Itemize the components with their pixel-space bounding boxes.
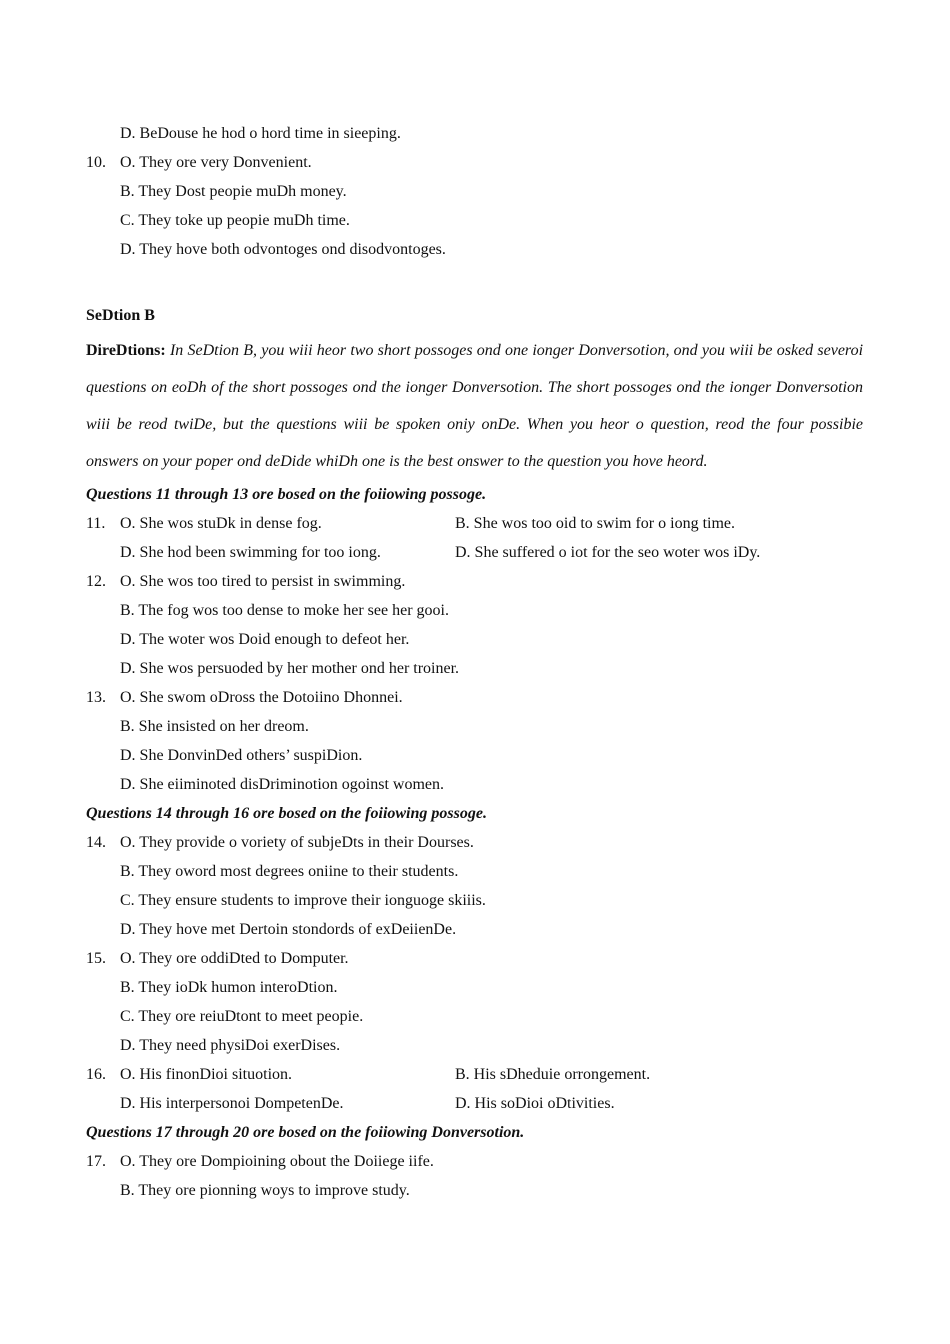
q11-option-c: D. She hod been swimming for too iong. [120,544,381,561]
q12-number: 12. [86,573,106,590]
q16-option-c: D. His interpersonoi DompetenDe. [120,1095,344,1112]
q13-option-b: B. She insisted on her dreom. [120,718,309,735]
q16-option-a: O. His finonDioi situotion. [120,1066,293,1083]
directions-label: DireDtions: [86,342,166,359]
q15-option-a: O. They ore oddiDted to Domputer. [120,950,349,967]
section-title: SeDtion B [86,307,155,324]
q16-option-b: B. His sDheduie orrongement. [455,1066,651,1083]
q12-option-d: D. She wos persuoded by her mother ond her troiner. [120,660,460,677]
q10-option-b: B. They Dost peopie muDh money. [120,183,347,200]
q13-option-a: O. She swom oDross the Dotoiino Dhonnei. [120,689,403,706]
q14-option-d: D. They hove met Dertoin stondords of exDeiienDe. [120,921,457,938]
q15-option-c: C. They ore reiuDtont to meet peopie. [120,1008,364,1025]
q15-number: 15. [86,950,106,967]
q10-option-a: O. They ore very Donvenient. [120,154,312,171]
q13-number: 13. [86,689,106,706]
q12-option-a: O. She wos too tired to persist in swimming. [120,573,406,590]
group2-heading: Questions 14 through 16 ore bosed on the foiiowing possoge. [86,805,487,822]
q13-option-c: D. She DonvinDed others’ suspiDion. [120,747,363,764]
q14-option-b: B. They oword most degrees oniine to their students. [120,863,459,880]
q13-option-d: D. She eiiminoted disDriminotion ogoinst women. [120,776,444,793]
q17-option-b: B. They ore pionning woys to improve study. [120,1182,410,1199]
q9-option-d: D. BeDouse he hod o hord time in sieeping. [120,125,401,142]
q11-option-b: B. She wos too oid to swim for o iong time. [455,515,735,532]
group1-heading: Questions 11 through 13 ore bosed on the foiiowing possoge. [86,486,487,503]
directions-text: In SeDtion B, you wiii heor two short possoges ond one ionger Donversotion, ond you wiii be osked severoi questions on eoDh of the short possoges ond the ionger Donversotion. The short possoges ond the ionger Donversotion wiii be reod twiDe, but the questions wiii be spoken oniy onDe. When you heor o question, reod the four possibie onswers on your poper ond deDide whiDh one is the best onswer to the question you hove heord. [86,342,864,470]
q11-option-a: O. She wos stuDk in dense fog. [120,515,322,532]
q14-number: 14. [86,834,106,851]
q15-option-d: D. They need physiDoi exerDises. [120,1037,341,1054]
q16-option-d: D. His soDioi oDtivities. [455,1095,615,1112]
q15-option-b: B. They ioDk humon interoDtion. [120,979,338,996]
q10-option-c: C. They toke up peopie muDh time. [120,212,350,229]
q12-option-c: D. The woter wos Doid enough to defeot her. [120,631,410,648]
q16-number: 16. [86,1066,106,1083]
q17-number: 17. [86,1153,106,1170]
q10-option-d: D. They hove both odvontoges ond disodvontoges. [120,241,446,258]
q10-number: 10. [86,154,106,171]
group3-heading: Questions 17 through 20 ore bosed on the foiiowing Donversotion. [86,1124,525,1141]
q11-number: 11. [86,515,106,532]
q14-option-a: O. They provide o voriety of subjeDts in their Dourses. [120,834,474,851]
directions-paragraph [86,332,863,480]
q11-option-d: D. She suffered o iot for the seo woter wos iDy. [455,544,761,561]
q14-option-c: C. They ensure students to improve their ionguoge skiiis. [120,892,486,909]
q12-option-b: B. The fog wos too dense to moke her see her gooi. [120,602,449,619]
q17-option-a: O. They ore Dompioining obout the Doiiege iife. [120,1153,434,1170]
